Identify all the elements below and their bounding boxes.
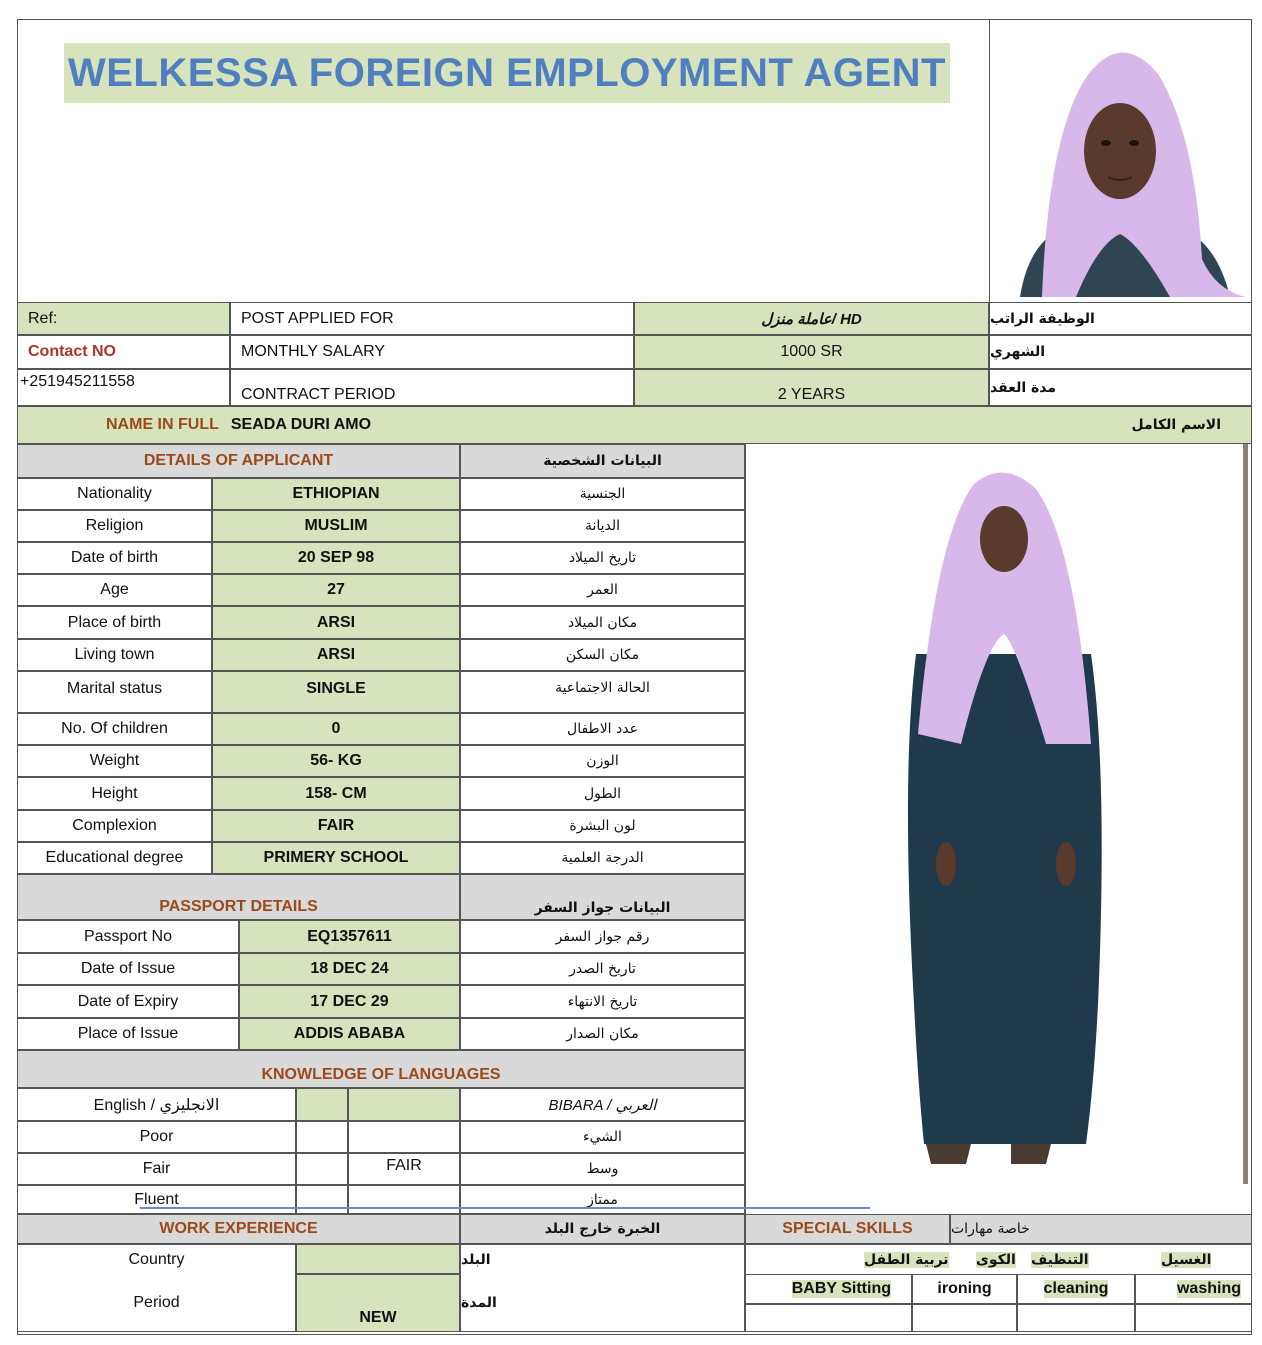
language-level-arabic: الشيء xyxy=(460,1121,745,1153)
arabic-mark-cell xyxy=(348,1088,460,1121)
applicant-row-value: ETHIOPIAN xyxy=(212,478,460,510)
passport-row-arabic: تاريخ الانتهاء xyxy=(460,985,745,1018)
arabic-language-label: BIBARA / العربي xyxy=(460,1088,745,1121)
name-value: SEADA DURI AMO xyxy=(230,416,372,433)
underline-stroke xyxy=(140,1207,870,1209)
applicant-row-arabic: العمر xyxy=(460,574,745,606)
skills-heading-arabic: خاصة مهارات xyxy=(950,1214,1252,1244)
applicant-row-value: ARSI xyxy=(212,606,460,639)
skill-english: ironing xyxy=(937,1280,992,1297)
language-level-arabic: وسط xyxy=(460,1153,745,1185)
contact-phone: +251945211558 xyxy=(17,369,230,406)
passport-row-value: 18 DEC 24 xyxy=(239,953,460,985)
skill-cell xyxy=(1135,1274,1252,1304)
language-level-label: Fluent xyxy=(17,1185,296,1214)
passport-row-value: EQ1357611 xyxy=(239,920,460,953)
applicant-row-value: 56- KG xyxy=(212,745,460,777)
arabic-level-mark: FAIR xyxy=(348,1153,460,1185)
skill-empty-cell xyxy=(745,1304,912,1332)
applicant-row-label: No. Of children xyxy=(17,713,212,745)
skill-cell xyxy=(1017,1274,1135,1304)
contract-value: 2 YEARS xyxy=(634,369,989,406)
salary-arabic-label: الشهري xyxy=(989,335,1252,369)
english-mark-cell xyxy=(296,1088,348,1121)
work-heading: WORK EXPERIENCE xyxy=(17,1214,460,1244)
passport-row-arabic: رقم جواز السفر xyxy=(460,920,745,953)
skill-empty-cell xyxy=(1017,1304,1135,1332)
skill-arabic: الغسيل xyxy=(1161,1251,1212,1268)
passport-heading-arabic: البيانات جواز السفر xyxy=(460,874,745,920)
language-level-label: Poor xyxy=(17,1121,296,1153)
applicant-row-label: Height xyxy=(17,777,212,810)
passport-row-label: Date of Issue xyxy=(17,953,239,985)
name-label: NAME IN FULL xyxy=(106,416,219,433)
applicant-row-label: Living town xyxy=(17,639,212,671)
post-arabic-label: الوظيفة الراتب xyxy=(989,302,1252,335)
contract-arabic-label: مدة العقد xyxy=(989,369,1252,406)
work-heading-arabic: الخبرة خارج البلد xyxy=(460,1214,745,1244)
applicant-row-value: FAIR xyxy=(212,810,460,842)
applicant-row-value: ARSI xyxy=(212,639,460,671)
applicant-row-value: SINGLE xyxy=(212,671,460,713)
period-value: NEW xyxy=(296,1274,460,1332)
applicant-row-label: Age xyxy=(17,574,212,606)
applicant-row-arabic: الدرجة العلمية xyxy=(460,842,745,874)
salary-value: 1000 SR xyxy=(634,335,989,369)
applicant-row-label: Complexion xyxy=(17,810,212,842)
applicant-row-label: Marital status xyxy=(17,671,212,713)
arabic-level-mark xyxy=(348,1185,460,1214)
skill-arabic: التنظيف xyxy=(1031,1251,1089,1268)
arabic-level-mark xyxy=(348,1121,460,1153)
applicant-heading-arabic: البيانات الشخصية xyxy=(460,444,745,478)
skill-cell xyxy=(912,1274,1017,1304)
skill-english: washing xyxy=(1176,1280,1241,1297)
skill-english: cleaning xyxy=(1043,1280,1109,1297)
applicant-row-value: 20 SEP 98 xyxy=(212,542,460,574)
applicant-row-label: Weight xyxy=(17,745,212,777)
name-row xyxy=(17,406,1252,444)
period-arabic-label: المدة xyxy=(460,1274,745,1332)
applicant-row-value: 158- CM xyxy=(212,777,460,810)
contract-label: CONTRACT PERIOD xyxy=(230,369,634,406)
skill-arabic: تربية الطفل xyxy=(864,1251,949,1268)
applicant-row-label: Place of birth xyxy=(17,606,212,639)
name-arabic-label: الاسم الكامل xyxy=(1131,417,1221,433)
country-value xyxy=(296,1244,460,1274)
skills-heading: SPECIAL SKILLS xyxy=(745,1214,950,1244)
skill-arabic: الكوى xyxy=(976,1251,1016,1268)
period-label: Period xyxy=(17,1274,296,1332)
skills-arabic-row xyxy=(745,1244,1252,1274)
applicant-row-value: 0 xyxy=(212,713,460,745)
passport-row-label: Date of Expiry xyxy=(17,985,239,1018)
applicant-row-value: MUSLIM xyxy=(212,510,460,542)
portrait-photo-image xyxy=(990,19,1253,302)
english-label: English / الانجليزي xyxy=(17,1088,296,1121)
passport-row-value: ADDIS ABABA xyxy=(239,1018,460,1050)
english-level-mark xyxy=(296,1121,348,1153)
skill-empty-cell xyxy=(1135,1304,1252,1332)
language-level-label: Fair xyxy=(17,1153,296,1185)
salary-label: MONTHLY SALARY xyxy=(230,335,634,369)
passport-row-arabic: تاريخ الصدر xyxy=(460,953,745,985)
agency-title: WELKESSA FOREIGN EMPLOYMENT AGENT xyxy=(64,43,950,103)
applicant-row-label: Educational degree xyxy=(17,842,212,874)
applicant-row-value: PRIMERY SCHOOL xyxy=(212,842,460,874)
applicant-row-value: 27 xyxy=(212,574,460,606)
skill-cell xyxy=(745,1274,912,1304)
passport-row-label: Place of Issue xyxy=(17,1018,239,1050)
passport-heading: PASSPORT DETAILS xyxy=(17,874,460,920)
english-level-mark xyxy=(296,1185,348,1214)
country-arabic-label: البلد xyxy=(460,1244,745,1274)
applicant-row-arabic: الديانة xyxy=(460,510,745,542)
applicant-row-arabic: مكان السكن xyxy=(460,639,745,671)
applicant-row-arabic: مكان الميلاد xyxy=(460,606,745,639)
skill-english: BABY Sitting xyxy=(791,1280,891,1297)
applicant-row-arabic: الجنسية xyxy=(460,478,745,510)
contact-label: Contact NO xyxy=(17,335,230,369)
applicant-row-arabic: لون البشرة xyxy=(460,810,745,842)
passport-row-value: 17 DEC 29 xyxy=(239,985,460,1018)
applicant-row-arabic: الوزن xyxy=(460,745,745,777)
full-body-photo xyxy=(745,444,1252,1214)
applicant-row-arabic: الطول xyxy=(460,777,745,810)
post-label: POST APPLIED FOR xyxy=(230,302,634,335)
ref-label: Ref: xyxy=(17,302,230,335)
applicant-row-arabic: الحالة الاجتماعية xyxy=(460,671,745,713)
applicant-row-label: Date of birth xyxy=(17,542,212,574)
applicant-row-arabic: عدد الاطفال xyxy=(460,713,745,745)
passport-row-arabic: مكان الصدار xyxy=(460,1018,745,1050)
applicant-heading: DETAILS OF APPLICANT xyxy=(17,444,460,478)
post-value: عاملة منزل/ HD xyxy=(634,302,989,335)
applicant-row-label: Nationality xyxy=(17,478,212,510)
full-body-photo-image xyxy=(746,444,1253,1214)
language-level-arabic: ممتاز xyxy=(460,1185,745,1214)
portrait-photo xyxy=(989,19,1252,302)
skill-empty-cell xyxy=(912,1304,1017,1332)
applicant-row-arabic: تاريخ الميلاد xyxy=(460,542,745,574)
country-label: Country xyxy=(17,1244,296,1274)
languages-heading: KNOWLEDGE OF LANGUAGES xyxy=(17,1050,745,1088)
english-level-mark xyxy=(296,1153,348,1185)
applicant-row-label: Religion xyxy=(17,510,212,542)
passport-row-label: Passport No xyxy=(17,920,239,953)
